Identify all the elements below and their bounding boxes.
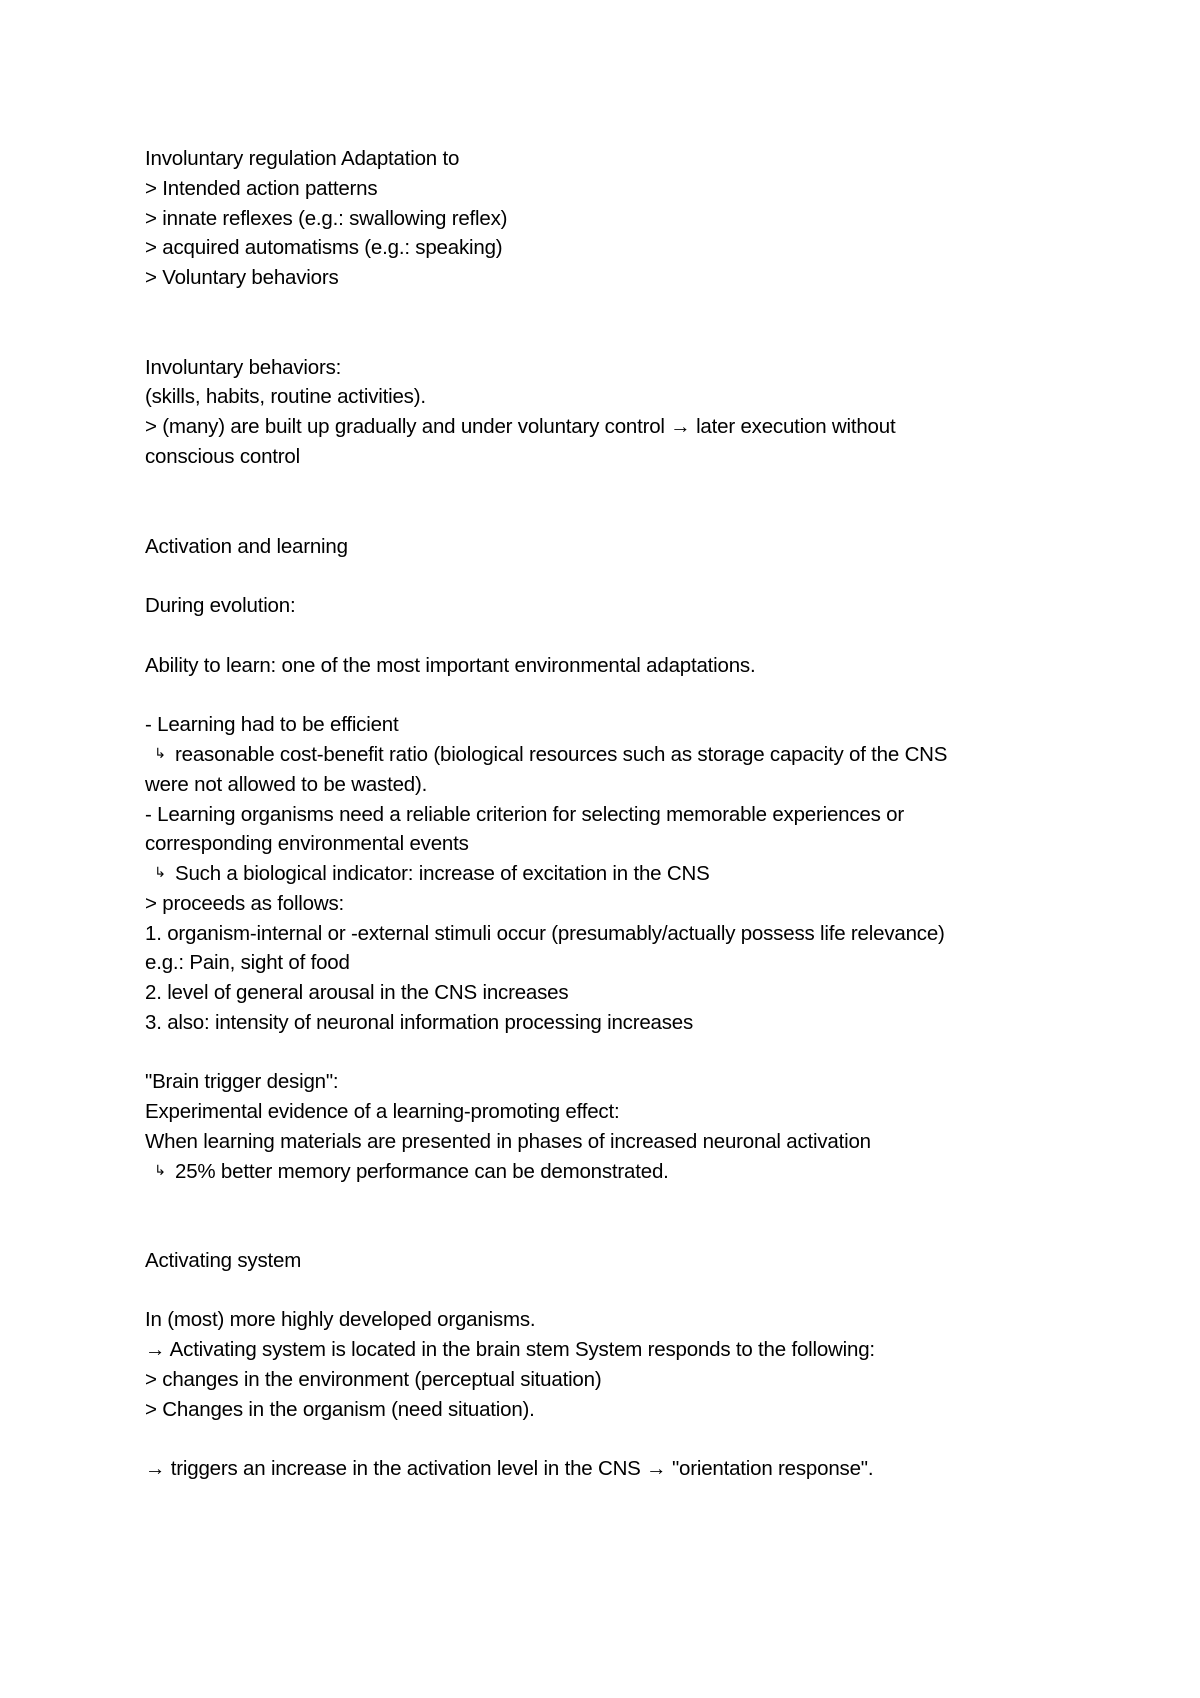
text-line: > acquired automatisms (e.g.: speaking) bbox=[145, 236, 503, 259]
text-line: 3. also: intensity of neuronal information processing increases bbox=[145, 1011, 694, 1034]
text-line: > proceeds as follows: bbox=[145, 892, 344, 915]
text-line: corresponding environmental events bbox=[145, 832, 469, 855]
text-line: > innate reflexes (e.g.: swallowing reflex) bbox=[145, 207, 508, 230]
bullet-text: Such a biological indicator: increase of excitation in the CNS bbox=[175, 862, 710, 885]
return-arrow-icon: ↳ bbox=[154, 745, 166, 761]
bullet-line bbox=[145, 1157, 669, 1188]
section-heading: Activating system bbox=[145, 1249, 302, 1272]
bullet-text: 25% better memory performance can be demonstrated. bbox=[175, 1160, 669, 1183]
text-line: 1. organism-internal or -external stimuli occur (presumably/actually possess life relevance) bbox=[145, 922, 945, 945]
text-line: > Changes in the organism (need situation). bbox=[145, 1398, 535, 1421]
text-line: In (most) more highly developed organisms. bbox=[145, 1308, 536, 1331]
text-line: > Voluntary behaviors bbox=[145, 266, 339, 289]
text-line: - Learning had to be efficient bbox=[145, 713, 399, 736]
return-arrow-icon: ↳ bbox=[154, 864, 166, 880]
return-arrow-icon: ↳ bbox=[154, 1162, 166, 1178]
text-line: - Learning organisms need a reliable criterion for selecting memorable experiences or bbox=[145, 803, 904, 826]
text-line: During evolution: bbox=[145, 594, 296, 617]
text-line: Involuntary behaviors: bbox=[145, 356, 342, 379]
text-line: conscious control bbox=[145, 445, 300, 468]
text-line: "Brain trigger design": bbox=[145, 1070, 339, 1093]
text-line: Ability to learn: one of the most important environmental adaptations. bbox=[145, 654, 756, 677]
text-line: → triggers an increase in the activation level in the CNS → "orientation response". bbox=[145, 1457, 874, 1480]
bullet-line bbox=[145, 740, 947, 771]
text-line: When learning materials are presented in phases of increased neuronal activation bbox=[145, 1130, 871, 1153]
text-line: → Activating system is located in the brain stem System responds to the following: bbox=[145, 1338, 875, 1361]
section-heading: Activation and learning bbox=[145, 535, 348, 558]
text-line: Involuntary regulation Adaptation to bbox=[145, 147, 460, 170]
bullet-text: reasonable cost-benefit ratio (biological resources such as storage capacity of the CNS bbox=[175, 743, 948, 766]
text-line: > (many) are built up gradually and under voluntary control → later execution without bbox=[145, 415, 896, 438]
bullet-line bbox=[145, 859, 710, 890]
text-line: 2. level of general arousal in the CNS increases bbox=[145, 981, 569, 1004]
text-line: > changes in the environment (perceptual situation) bbox=[145, 1368, 602, 1391]
text-line: (skills, habits, routine activities). bbox=[145, 385, 426, 408]
text-line: > Intended action patterns bbox=[145, 177, 378, 200]
text-line: were not allowed to be wasted). bbox=[145, 773, 428, 796]
text-line: e.g.: Pain, sight of food bbox=[145, 951, 350, 974]
text-line: Experimental evidence of a learning-promoting effect: bbox=[145, 1100, 620, 1123]
